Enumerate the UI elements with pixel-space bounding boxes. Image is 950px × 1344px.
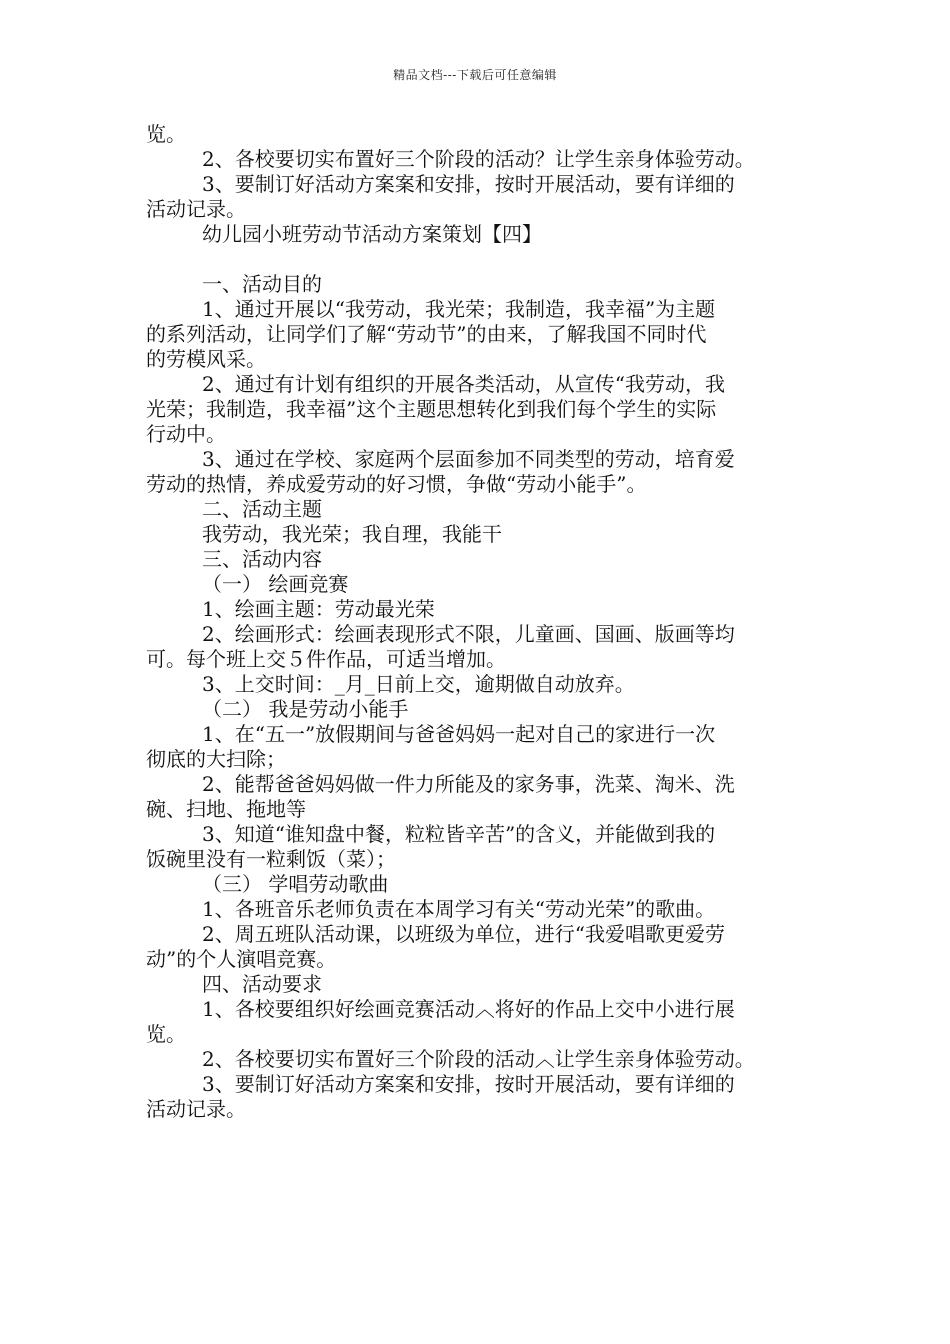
paragraph-line: 彻底的大扫除；: [146, 747, 286, 771]
paragraph-line: 1、通过开展以“我劳动，我光荣；我制造，我幸福”为主题: [202, 297, 716, 321]
paragraph-line: 活动记录。: [146, 197, 246, 221]
paragraph-line: 3、上交时间：_月_日前上交，逾期做自动放弃。: [202, 672, 635, 696]
paragraph-line: 活动记录。: [146, 1097, 246, 1121]
paragraph-line: 2、能帮爸爸妈妈做一件力所能及的家务事，洗菜、淘米、洗: [202, 772, 735, 796]
paragraph-line: （一） 绘画竞赛: [202, 572, 349, 596]
paragraph-line: 的劳模风采。: [146, 347, 266, 371]
paragraph-line: 饭碗里没有一粒剩饭（菜）；: [146, 847, 396, 871]
paragraph-line: 1、各班音乐老师负责在本周学习有关“劳动光荣”的歌曲。: [202, 897, 716, 921]
paragraph-line: 一、活动目的: [202, 272, 322, 296]
paragraph-line: 3、要制订好活动方案案和安排，按时开展活动，要有详细的: [202, 1072, 735, 1096]
document-body: [146, 122, 808, 1122]
paragraph-line: 1、各校要组织好绘画竞赛活动︿将好的作品上交中小进行展: [202, 997, 735, 1021]
blank-line: [146, 247, 808, 272]
paragraph-line: 的系列活动，让同学们了解“劳动节”的由来，了解我国不同时代: [146, 322, 707, 346]
paragraph-line: 览。: [146, 122, 186, 146]
paragraph-line: 碗、扫地、拖地等: [146, 797, 306, 821]
paragraph-line: 2、各校要切实布置好三个阶段的活动？让学生亲身体验劳动。: [202, 147, 755, 171]
paragraph-line: 2、各校要切实布置好三个阶段的活动︿让学生亲身体验劳动。: [202, 1047, 755, 1071]
paragraph-line: 光荣；我制造，我幸福”这个主题思想转化到我们每个学生的实际: [146, 397, 717, 421]
paragraph-line: 2、绘画形式：绘画表现形式不限，儿童画、国画、版画等均: [202, 622, 735, 646]
paragraph-line: 我劳动，我光荣；我自理，我能干: [202, 522, 502, 546]
paragraph-line: （三） 学唱劳动歌曲: [202, 872, 389, 896]
paragraph-line: 劳动的热情，养成爱劳动的好习惯，争做“劳动小能手”。: [146, 472, 647, 496]
paragraph-line: 幼儿园小班劳动节活动方案策划【四】: [202, 222, 542, 246]
paragraph-line: 1、在“五一”放假期间与爸爸妈妈一起对自己的家进行一次: [202, 722, 716, 746]
paragraph-line: 览。: [146, 1022, 186, 1046]
paragraph-line: 2、周五班队活动课，以班级为单位，进行“我爱唱歌更爱劳: [202, 922, 725, 946]
paragraph-line: 3、通过在学校、家庭两个层面参加不同类型的劳动，培育爱: [202, 447, 735, 471]
paragraph-line: 3、知道“谁知盘中餐，粒粒皆辛苦”的含义，并能做到我的: [202, 822, 716, 846]
paragraph-line: （二） 我是劳动小能手: [202, 697, 409, 721]
paragraph-line: 行动中。: [146, 422, 226, 446]
paragraph-line: 三、活动内容: [202, 547, 322, 571]
paragraph-line: 四、活动要求: [202, 972, 322, 996]
paragraph-line: 二、活动主题: [202, 497, 322, 521]
paragraph-line: 可。每个班上交５件作品，可适当增加。: [146, 647, 506, 671]
paragraph-line: 3、要制订好活动方案案和安排，按时开展活动，要有详细的: [202, 172, 735, 196]
paragraph-line: 1、绘画主题：劳动最光荣: [202, 597, 435, 621]
paragraph-line: 动”的个人演唱竞赛。: [146, 947, 337, 971]
page-header: 精品文档---下载后可任意编辑: [393, 68, 557, 82]
paragraph-line: 2、通过有计划有组织的开展各类活动，从宣传“我劳动，我: [202, 372, 725, 396]
